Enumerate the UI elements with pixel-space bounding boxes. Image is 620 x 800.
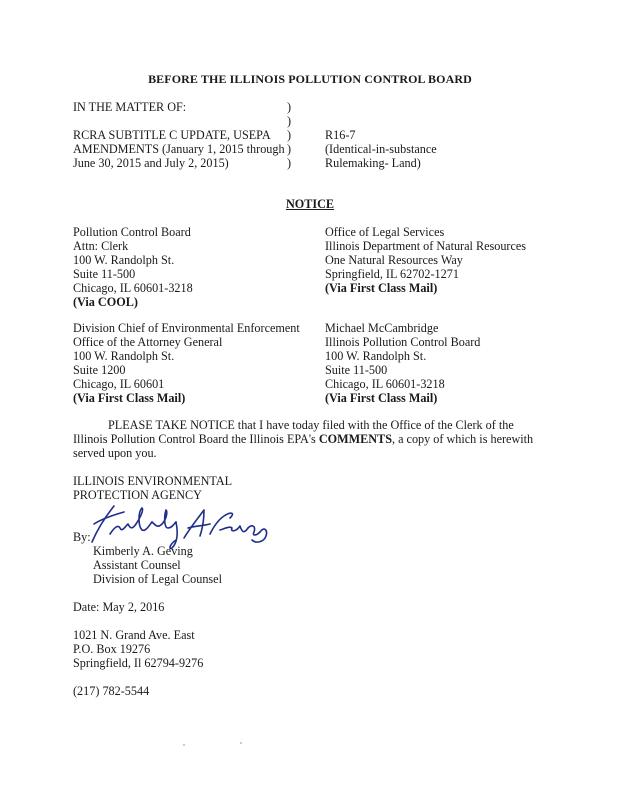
notice-title: NOTICE [285, 197, 335, 211]
recipient-block [73, 321, 300, 405]
body-line [73, 432, 533, 446]
caption-line: June 30, 2015 and July 2, 2015) [73, 156, 229, 170]
recipient-line: 100 W. Randolph St. [325, 349, 427, 363]
recipient-block [325, 321, 480, 405]
signer-division: Division of Legal Counsel [93, 572, 222, 586]
paren: ) [287, 100, 292, 114]
agency-line: ILLINOIS ENVIRONMENTAL [73, 474, 233, 488]
signer-name: Kimberly A. Geving [93, 544, 193, 558]
notice-body [73, 418, 533, 460]
docket-number: R16-7 [325, 128, 356, 142]
recipient-line: Illinois Department of Natural Resources [325, 239, 527, 253]
paren: ) [287, 128, 292, 142]
caption-parens [287, 100, 291, 170]
body-line: served upon you. [73, 446, 157, 460]
recipient-line: Chicago, IL 60601-3218 [73, 281, 193, 295]
matter-label: IN THE MATTER OF: [73, 100, 187, 114]
recipient-line: Springfield, IL 62702-1271 [325, 267, 459, 281]
recipient-line: Pollution Control Board [73, 225, 191, 239]
recipient-line: Chicago, IL 60601 [73, 377, 165, 391]
document-heading: BEFORE THE ILLINOIS POLLUTION CONTROL BOARD [148, 72, 472, 86]
recipient-line: Suite 11-500 [73, 267, 136, 281]
recipient-block [73, 225, 193, 309]
recipient-line: Division Chief of Environmental Enforcement [73, 321, 300, 335]
signatory [93, 544, 222, 586]
address-line: 1021 N. Grand Ave. East [73, 628, 195, 642]
docket-info [325, 128, 437, 170]
body-line: PLEASE TAKE NOTICE that I have today filed with the Office of the Clerk of the [108, 418, 514, 432]
matter-caption [73, 128, 285, 170]
recipient-line: Office of Legal Services [325, 225, 445, 239]
paren: ) [287, 114, 292, 128]
recipient-block [325, 225, 526, 295]
paren: ) [287, 156, 292, 170]
address-line: Springfield, Il 62794-9276 [73, 656, 204, 670]
document-title: COMMENTS [318, 432, 392, 446]
address-line: P.O. Box 19276 [73, 642, 151, 656]
recipient-line: Attn: Clerk [73, 239, 129, 253]
recipient-line: 100 W. Randolph St. [73, 253, 175, 267]
signer-title: Assistant Counsel [93, 558, 181, 572]
recipient-line: Suite 11-500 [325, 363, 388, 377]
delivery-method: (Via First Class Mail) [73, 391, 186, 405]
recipient-line: Chicago, IL 60601-3218 [325, 377, 445, 391]
delivery-method: (Via COOL) [73, 295, 138, 309]
recipient-line: Illinois Pollution Control Board [325, 335, 481, 349]
phone-number: (217) 782-5544 [73, 684, 150, 698]
recipient-line: One Natural Resources Way [325, 253, 463, 267]
filing-date: Date: May 2, 2016 [73, 600, 165, 614]
caption-line: RCRA SUBTITLE C UPDATE, USEPA [73, 128, 271, 142]
scan-speck [183, 744, 185, 746]
caption-line: AMENDMENTS (January 1, 2015 through [73, 142, 285, 156]
delivery-method: (Via First Class Mail) [325, 281, 438, 295]
delivery-method: (Via First Class Mail) [325, 391, 438, 405]
paren: ) [287, 142, 292, 156]
by-label: By: [73, 530, 91, 544]
recipient-line: Suite 1200 [73, 363, 126, 377]
agency-line: PROTECTION AGENCY [73, 488, 202, 502]
recipient-line: 100 W. Randolph St. [73, 349, 175, 363]
body-text: Illinois Pollution Control Board the Illinois EPA's [73, 432, 319, 446]
docket-line: Rulemaking- Land) [325, 156, 421, 170]
docket-line: (Identical-in-substance [325, 142, 437, 156]
recipient-line: Michael McCambridge [325, 321, 439, 335]
recipient-line: Office of the Attorney General [73, 335, 223, 349]
scan-speck [240, 742, 242, 744]
mailing-address [73, 628, 203, 670]
body-text: , a copy of which is herewith [391, 432, 534, 446]
